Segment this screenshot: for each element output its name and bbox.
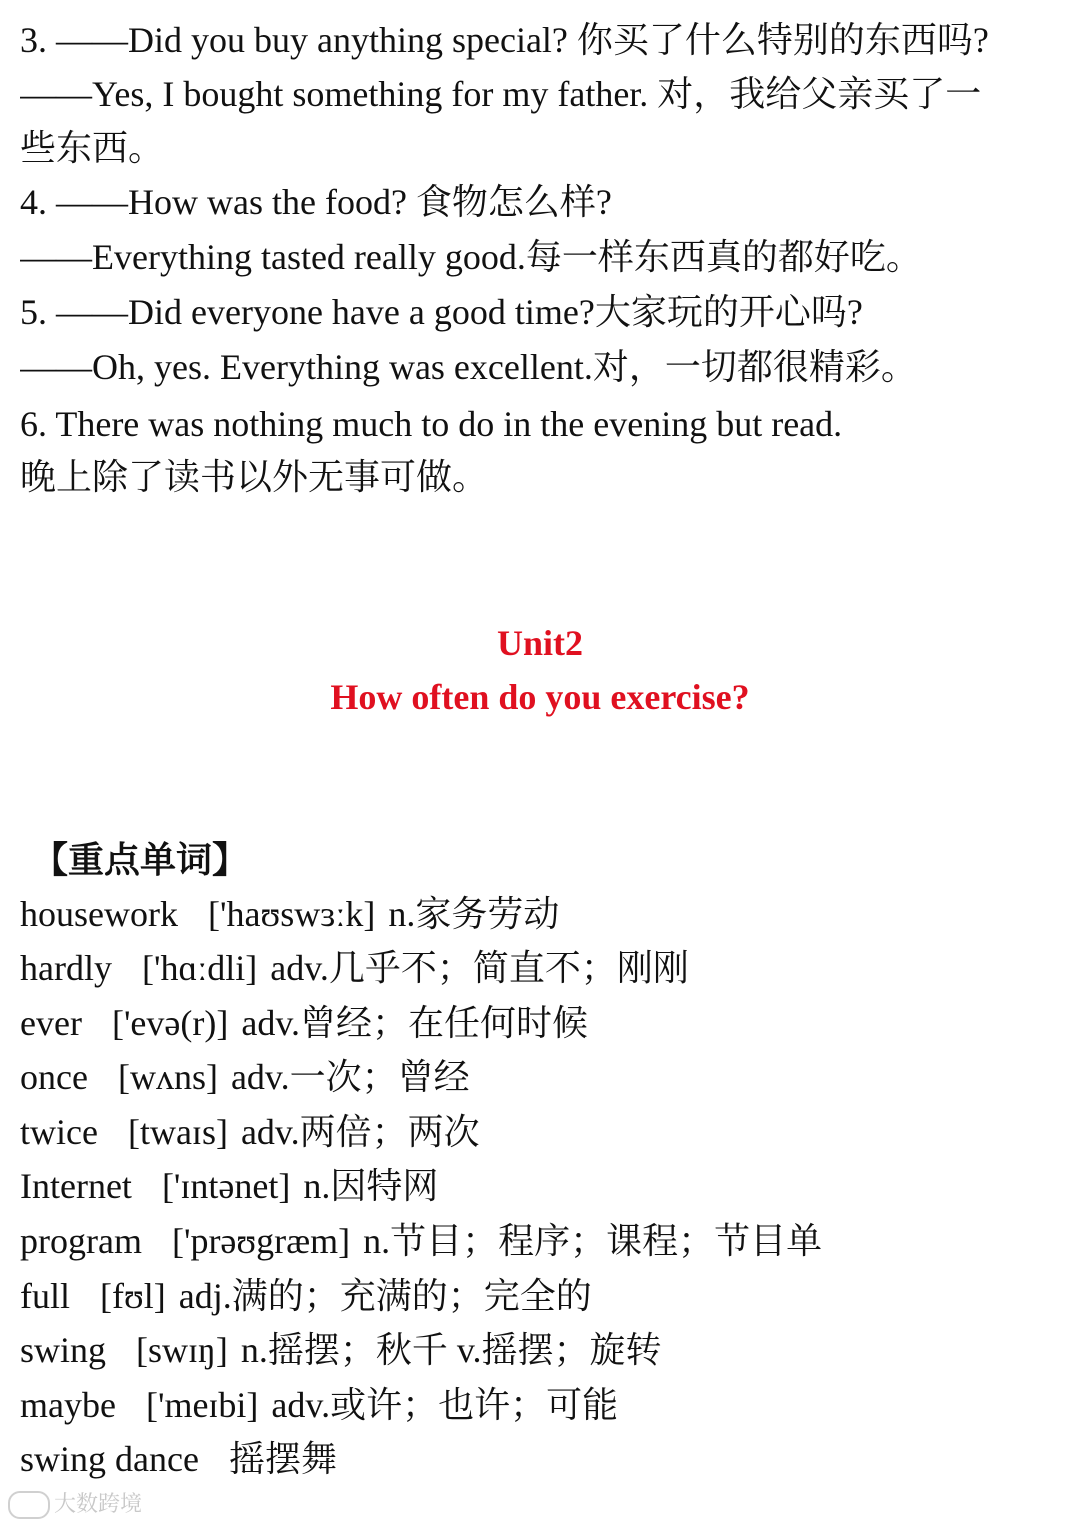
brand-logo-icon — [8, 1491, 50, 1519]
vocab-word: full — [20, 1276, 70, 1316]
vocab-word: program — [20, 1221, 142, 1261]
vocab-word: Internet — [20, 1166, 132, 1206]
dialogue-line: 6. There was nothing much to do in the evening but read. — [20, 404, 843, 444]
vocab-meaning: adj.满的；充满的；完全的 — [178, 1276, 592, 1316]
vocab-word: once — [20, 1057, 88, 1097]
vocab-item — [20, 892, 1062, 936]
vocab-item — [20, 1001, 1062, 1045]
vocab-word: ever — [20, 1003, 82, 1043]
vocab-item — [20, 1110, 1062, 1154]
vocab-meaning: adv.或许；也许；可能 — [271, 1385, 619, 1425]
vocab-pronunciation: [twaɪs] — [127, 1112, 228, 1152]
vocab-item — [20, 946, 1062, 990]
vocab-pronunciation: ['evə(r)] — [111, 1003, 229, 1043]
vocab-pronunciation: [wʌns] — [117, 1057, 218, 1097]
vocab-meaning: adv.两倍；两次 — [240, 1112, 480, 1152]
vocab-word: housework — [20, 894, 178, 934]
vocab-word: swing dance — [20, 1439, 199, 1479]
vocab-meaning: 摇摆舞 — [228, 1439, 337, 1479]
vocab-item — [20, 1274, 1062, 1318]
vocab-pronunciation: [swɪŋ] — [136, 1330, 228, 1370]
vocab-item — [20, 1383, 1062, 1427]
vocab-item — [20, 1055, 1062, 1099]
vocab-item — [20, 1437, 1062, 1481]
dialogue-line: ——Everything tasted really good.每一样东西真的都好吃。 — [20, 237, 922, 277]
dialogue-line: ——Oh, yes. Everything was excellent.对，一切都很精彩。 — [20, 347, 917, 387]
vocab-meaning: n.摇摆；秋千 v.摇摆；旋转 — [240, 1330, 662, 1370]
watermark-text: 大数跨境 — [54, 1492, 143, 1517]
vocab-item — [20, 1164, 1062, 1208]
vocab-meaning: adv.曾经；在任何时候 — [241, 1003, 588, 1043]
vocab-meaning: n.家务劳动 — [388, 894, 560, 934]
vocab-pronunciation: ['haʊswɜːk] — [207, 894, 376, 934]
vocab-word: hardly — [20, 948, 112, 988]
vocab-word: maybe — [20, 1385, 116, 1425]
vocab-meaning: n.因特网 — [303, 1166, 439, 1206]
vocab-meaning: n.节目；程序；课程；节目单 — [363, 1221, 823, 1261]
vocab-item — [20, 1219, 1062, 1263]
dialogue-line: 晚上除了读书以外无事可做。 — [20, 457, 489, 497]
vocab-pronunciation: ['prəʊgræm] — [171, 1221, 351, 1261]
dialogue-line: 4. ——How was the food? 食物怎么样? — [20, 182, 612, 222]
vocab-pronunciation: ['meɪbi] — [145, 1385, 259, 1425]
vocab-pronunciation: ['ɪntənet] — [161, 1166, 291, 1206]
dialogue-line: ——Yes, I bought something for my father. 对，我给父亲买了一 — [20, 74, 982, 114]
watermark — [8, 1490, 142, 1520]
section-label: 【重点单词】 — [32, 840, 249, 880]
vocab-item — [20, 1328, 1062, 1372]
vocab-word: swing — [20, 1330, 107, 1370]
vocab-pronunciation: ['hɑːdli] — [141, 948, 258, 988]
unit-subtitle: How often do you exercise? — [330, 677, 750, 717]
vocab-meaning: adv.一次；曾经 — [230, 1057, 470, 1097]
dialogue-line: 5. ——Did everyone have a good time?大家玩的开心吗? — [20, 292, 863, 332]
unit-title: Unit2 — [496, 623, 583, 663]
vocab-meaning: adv.几乎不；简直不；刚刚 — [270, 948, 689, 988]
vocab-pronunciation: [fʊl] — [100, 1276, 166, 1316]
dialogue-line: 3. ——Did you buy anything special? 你买了什么特别的东西吗? — [20, 20, 989, 60]
dialogue-line: 些东西。 — [20, 128, 165, 168]
vocab-word: twice — [20, 1112, 98, 1152]
